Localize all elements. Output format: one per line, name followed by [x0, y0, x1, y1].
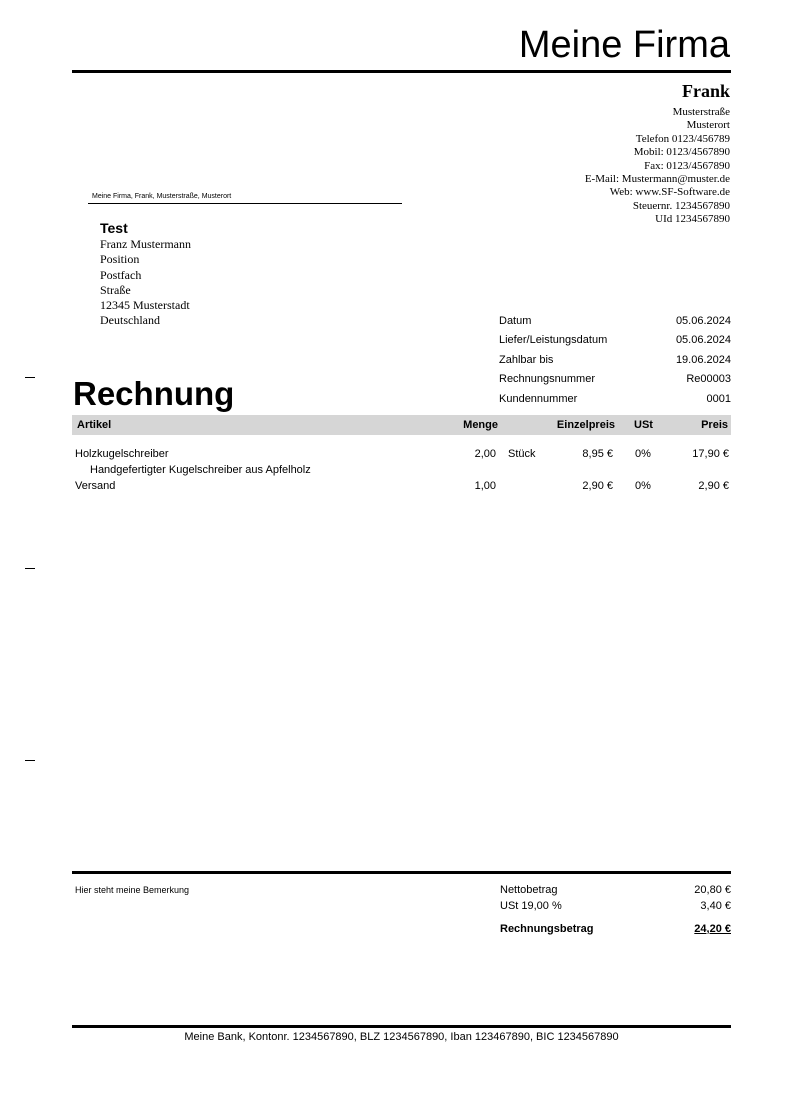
tax-total-value: 3,40 €: [700, 900, 731, 912]
return-address-divider: [88, 203, 402, 204]
sender-phone: Telefon 0123/456789: [635, 132, 730, 145]
items-table-body: [72, 446, 731, 494]
item-tax: 0%: [635, 448, 651, 460]
fold-mark: [25, 568, 35, 569]
sender-name: Frank: [681, 81, 730, 101]
item-description-row: [72, 462, 731, 478]
info-label: Zahlbar bis: [499, 353, 554, 366]
header-divider: [72, 70, 731, 73]
return-address: Meine Firma, Frank, Musterstraße, Musterort: [92, 193, 232, 200]
recipient-position: Position: [100, 252, 140, 267]
invoice-info: [499, 312, 731, 409]
info-label: Kundennummer: [499, 392, 578, 405]
info-row-invoice-number: [499, 370, 731, 389]
table-row: [72, 478, 731, 494]
recipient-block: [100, 219, 191, 329]
footer-divider: [72, 1025, 731, 1028]
header-einzelpreis: Einzelpreis: [556, 419, 615, 431]
fold-mark: [25, 377, 35, 378]
recipient-contact: Franz Mustermann: [100, 237, 191, 251]
gross-total-value: 24,20 €: [694, 923, 731, 935]
item-quantity: 1,00: [474, 480, 496, 492]
header-menge: Menge: [463, 419, 498, 431]
gross-total-label: Rechnungsbetrag: [500, 923, 594, 935]
item-name: Versand: [75, 480, 116, 492]
table-row: [72, 446, 731, 462]
info-value: 19.06.2024: [675, 353, 731, 366]
sender-web: Web: www.SF-Software.de: [609, 186, 730, 199]
info-label: Rechnungsnummer: [499, 373, 595, 386]
recipient-pobox: Postfach: [100, 267, 142, 282]
recipient-company: Test: [100, 220, 128, 236]
header-artikel: Artikel: [77, 419, 112, 431]
recipient-city: 12345 Musterstadt: [100, 298, 190, 313]
tax-total-row: [500, 898, 731, 914]
info-value: 0001: [706, 392, 731, 405]
sender-street: Musterstraße: [672, 106, 730, 118]
sender-email: E-Mail: Mustermann@muster.de: [584, 173, 730, 186]
item-unit-price: 8,95 €: [582, 448, 613, 460]
remark: Hier steht meine Bemerkung: [75, 885, 190, 895]
info-row-date: [499, 312, 731, 331]
info-row-customer-number: [499, 390, 731, 409]
sender-mobile: Mobil: 0123/4567890: [633, 146, 730, 159]
net-total-label: Nettobetrag: [500, 884, 558, 896]
info-label: Datum: [499, 315, 532, 327]
recipient-street: Straße: [100, 282, 131, 297]
item-description: Handgefertigter Kugelschreiber aus Apfelholz: [90, 464, 311, 476]
item-quantity: 2,00: [474, 448, 496, 460]
recipient-country: Deutschland: [100, 313, 160, 328]
info-value: Re00003: [686, 373, 731, 386]
net-total-row: [500, 882, 731, 898]
totals-block: [500, 882, 731, 937]
info-label: Liefer/Leistungsdatum: [499, 334, 608, 347]
item-price: 2,90 €: [698, 480, 729, 492]
header-ust: USt: [634, 419, 653, 431]
company-title: Meine Firma: [518, 24, 730, 66]
info-row-delivery-date: [499, 331, 731, 350]
items-table-header: [72, 415, 731, 435]
item-price: 17,90 €: [692, 448, 729, 460]
tax-total-label: USt 19,00 %: [500, 900, 562, 912]
info-value: 05.06.2024: [675, 315, 731, 327]
document-title: Rechnung: [73, 375, 235, 412]
gross-total-row: [500, 921, 731, 937]
footer-bank-details: Meine Bank, Kontonr. 1234567890, BLZ 1234567890, Iban 123467890, BIC 1234567890: [184, 1031, 619, 1043]
item-name: Holzkugelschreiber: [75, 448, 169, 460]
fold-mark: [25, 760, 35, 761]
sender-fax: Fax: 0123/4567890: [644, 159, 730, 172]
item-unit: Stück: [508, 448, 536, 460]
totals-divider: [72, 871, 731, 874]
net-total-value: 20,80 €: [694, 884, 731, 896]
sender-city: Musterort: [686, 119, 730, 132]
sender-tax-number: Steuernr. 1234567890: [632, 199, 730, 212]
info-value: 05.06.2024: [675, 334, 731, 347]
item-unit-price: 2,90 €: [582, 480, 613, 492]
sender-vat-id: UId 1234567890: [655, 213, 730, 226]
info-row-due-date: [499, 351, 731, 370]
header-preis: Preis: [701, 419, 728, 431]
item-tax: 0%: [635, 480, 651, 492]
sender-block: [430, 80, 730, 227]
